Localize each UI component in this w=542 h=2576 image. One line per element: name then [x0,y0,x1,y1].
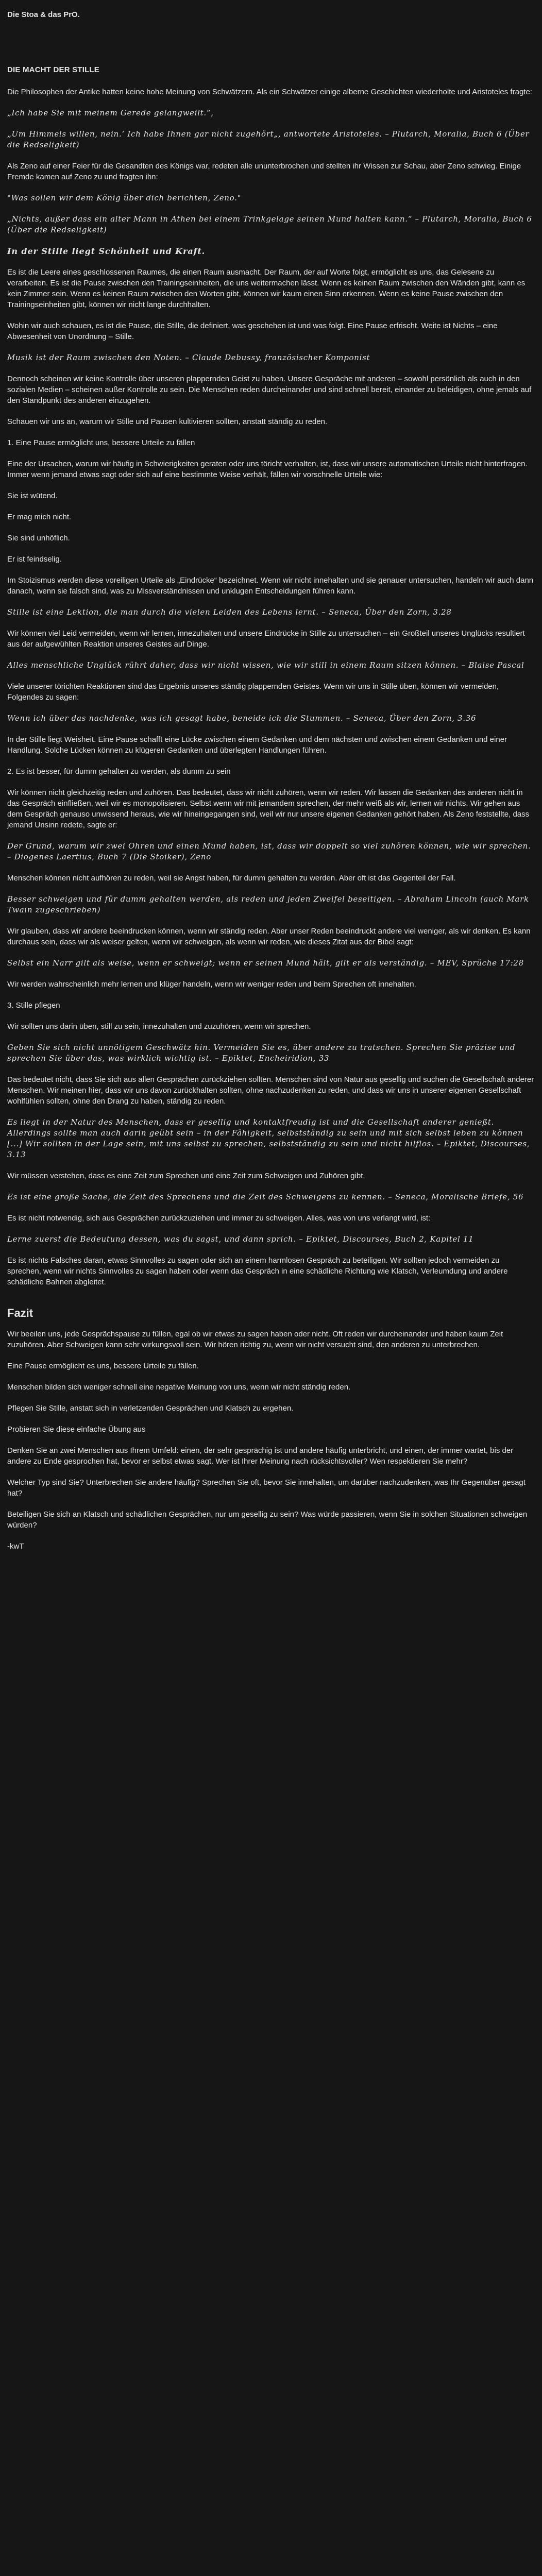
site-title: Die Stoa & das PrO. [7,10,80,19]
quote: „Ich habe Sie mit meinem Gerede gelangweilt.“, [7,108,214,117]
paragraph: Er ist feindselig. [7,555,62,564]
paragraph: Er mag mich nicht. [7,513,72,521]
paragraph: Wir glauben, dass wir andere beeindrucken können, wenn wir ständig reden. Aber unser Reden beeindruckt andere viel weniger, als wir denken. Es kann durchaus sein, dass wir als weiser gelten, wenn wir schweigen, als wenn wir reden, wie dieses Zitat aus der Bibel sagt: [7,927,531,946]
paragraph: Schauen wir uns an, warum wir Stille und Pausen kultivieren sollten, anstatt ständig zu reden. [7,417,328,426]
quote: Alles menschliche Unglück rührt daher, dass wir nicht wissen, wie wir still in einem Raum sitzen können. – Blaise Pascal [7,660,524,670]
paragraph: Als Zeno auf einer Feier für die Gesandten des Königs war, redeten alle ununterbrochen und stellten ihr Wissen zur Schau, aber Zeno schwieg. Einige Fremde kamen auf Zeno zu und fragten ihn: [7,162,521,181]
paragraph: Sie ist wütend. [7,492,58,500]
quote: Selbst ein Narr gilt als weise, wenn er schweigt; wenn er seinen Mund hält, gilt er als verständig. – MEV, Sprüche 17:28 [7,958,524,968]
conclusion-section [7,1329,535,1552]
paragraph: Probieren Sie diese einfache Übung aus [7,1425,146,1434]
paragraph: Es ist nichts Falsches daran, etwas Sinnvolles zu sagen oder sich an einem harmlosen Gespräch zu beteiligen. Wir sollten jedoch vermeiden zu sprechen, wenn wir nichts Sinnvolles zu sagen haben oder wenn das Gespräch in eine schädliche Richtung wie Klatsch, Verleumdung und andere schädliche Bahnen abgleitet. [7,1256,508,1286]
paragraph: Wir können nicht gleichzeitig reden und zuhören. Das bedeutet, dass wir nicht zuhören, wenn wir reden. Wir lassen die Gedanken des anderen nicht in das Gespräch einfließen, weil wir es monopolisieren. Selbst wenn wir mit jemandem sprechen, der mehr weiß als wir, lernen wir nichts. Wir gehen aus dem Gespräch genauso unwissend heraus, wie wir hineingegangen sind, weil wir nur unsere eigenen Gedanken gehört haben. Als Zeno feststellte, dass jemand Unsinn redete, sagte er: [7,788,530,829]
quote: Stille ist eine Lektion, die man durch die vielen Leiden des Lebens lernt. – Seneca, Über den Zorn, 3.28 [7,607,452,617]
paragraph: Wir müssen verstehen, dass es eine Zeit zum Sprechen und eine Zeit zum Schweigen und Zuhören gibt. [7,1172,365,1180]
paragraph: Beteiligen Sie sich an Klatsch und schädlichen Gesprächen, nur um gesellig zu sein? Was würde passieren, wenn Sie in solchen Situationen schweigen würden? [7,1510,528,1530]
paragraph: Wir beeilen uns, jede Gesprächspause zu füllen, egal ob wir etwas zu sagen haben oder nicht. Oft reden wir durcheinander und haben kaum Zeit zuzuhören. Aber Schweigen kann sehr wirkungsvoll sein. Wir hören richtig zu, wenn wir nicht versucht sind, den anderen zu unterbrechen. [7,1330,503,1349]
quote: Musik ist der Raum zwischen den Noten. – Claude Debussy, französischer Komponist [7,353,370,362]
paragraph: Viele unserer törichten Reaktionen sind das Ergebnis unseres ständig plappernden Geistes. Wenn wir uns in Stille üben, können wir vermeiden, Folgendes zu sagen: [7,682,499,702]
paragraph: Die Philosophen der Antike hatten keine hohe Meinung von Schwätzern. Als ein Schwätzer einige alberne Geschichten wiederholte und Aristoteles fragte: [7,88,532,96]
quote: „Nichts, außer dass ein alter Mann in Athen bei einem Trinkgelage seinen Mund halten kann.“ – Plutarch, Moralia, Buch 6 (Über die Redseligkeit) [7,214,532,234]
paragraph: Das bedeutet nicht, dass Sie sich aus allen Gesprächen zurückziehen sollten. Menschen sind von Natur aus gesellig und suchen die Gesellschaft anderer Menschen. Wir meinen hier, dass wir uns davon zurückhalten sollten, ohne nachzudenken zu reden, und dass wir uns in unserer eigenen Gesellschaft wohlfühlen sollten, ohne den Drang zu haben, ständig zu reden. [7,1075,534,1106]
quote: „Um Himmels willen, nein.‘ Ich habe Ihnen gar nicht zugehört„‚ antwortete Aristoteles. – Plutarch, Moralia, Buch 6 (Über die Redseligkeit) [7,129,530,149]
section-heading-fazit: Fazit [7,1307,33,1319]
paragraph: Wir können viel Leid vermeiden, wenn wir lernen, innezuhalten und unsere Eindrücke in Stille zu untersuchen – ein Großteil unseres Unglücks resultiert aus der aufgewühlten Reaktion unseres Geistes auf Dinge. [7,629,525,649]
paragraph: Denken Sie an zwei Menschen aus Ihrem Umfeld: einen, der sehr gesprächig ist und andere häufig unterbricht, und einen, der immer wartet, bis der andere zu Ende gesprochen hat, bevor er selbst etwas sagt. Wer ist Ihrer Meinung nach rücksichtsvoller? Wen respektieren Sie mehr? [7,1446,514,1466]
paragraph: 3. Stille pflegen [7,1001,60,1010]
quote: In der Stille liegt Schönheit und Kraft. [7,246,206,256]
paragraph: Es ist nicht notwendig, sich aus Gesprächen zurückzuziehen und immer zu schweigen. Alles, was von uns verlangt wird, ist: [7,1214,431,1223]
paragraph: Eine Pause ermöglicht es uns, bessere Urteile zu fällen. [7,1362,199,1370]
quote: Es ist eine große Sache, die Zeit des Sprechens und die Zeit des Schweigens zu kennen. – Seneca, Moralische Briefe, 56 [7,1192,524,1201]
paragraph: Welcher Typ sind Sie? Unterbrechen Sie andere häufig? Sprechen Sie oft, bevor Sie innehalten, um darüber nachzudenken, was Ihr Gegenüber gesagt hat? [7,1478,526,1498]
paragraph: Menschen können nicht aufhören zu reden, weil sie Angst haben, für dumm gehalten zu werden. Aber oft ist das Gegenteil der Fall. [7,874,456,883]
quote: Geben Sie sich nicht unnötigem Geschwätz hin. Vermeiden Sie es, über andere zu tratschen. Sprechen Sie präzise und sprechen Sie über das, was wirklich wichtig ist. – Epiktet, Encheiridion, 33 [7,1043,516,1063]
article [0,9,542,1552]
paragraph: 2. Es ist besser, für dumm gehalten zu werden, als dumm zu sein [7,767,231,776]
paragraph: Wir werden wahrscheinlich mehr lernen und klüger handeln, wenn wir weniger reden und beim Sprechen oft innehalten. [7,980,416,989]
paragraph: Sie sind unhöflich. [7,534,70,543]
article-title: DIE MACHT DER STILLE [7,65,99,74]
article-body [7,87,535,1287]
paragraph: In der Stille liegt Weisheit. Eine Pause schafft eine Lücke zwischen einem Gedanken und dem nächsten und zwischen einem Gedanken und einer Handlung. Solche Lücken können zu klügeren Gedanken und überlegten Handlungen führen. [7,735,507,755]
quote: Wenn ich über das nachdenke, was ich gesagt habe, beneide ich die Stummen. – Seneca, Über den Zorn, 3.36 [7,714,477,723]
paragraph: Menschen bilden sich weniger schnell eine negative Meinung von uns, wenn wir nicht ständig reden. [7,1383,351,1392]
quote: Der Grund, warum wir zwei Ohren und einen Mund haben, ist, dass wir doppelt so viel zuhören können, wie wir sprechen. – Diogenes Laertius, Buch 7 (Die Stoiker), Zeno [7,841,531,861]
quote: Lerne zuerst die Bedeutung dessen, was du sagst, und dann sprich. – Epiktet, Discourses, Buch 2, Kapitel 11 [7,1234,474,1244]
paragraph: Es ist die Leere eines geschlossenen Raumes, die einen Raum ausmacht. Der Raum, der auf Worte folgt, ermöglicht es uns, das Gelesene zu verarbeiten. Es ist die Pause zwischen den Trainingseinheiten, die uns weitermachen lässt. Wenn es keinen Raum zwischen den Wänden gibt, kann es kein Zimmer sein. Wenn es keinen Raum zwischen den Worten gibt, können wir kaum einen Sinn erkennen. Wenn es keine Pause zwischen den Trainingseinheiten gibt, können wir nicht lange durchhalten. [7,268,526,309]
paragraph: 1. Eine Pause ermöglicht uns, bessere Urteile zu fällen [7,438,195,447]
quote: Besser schweigen und für dumm gehalten werden, als reden und jeden Zweifel beseitigen. – Abraham Lincoln (auch Mark Twain zugeschrieben) [7,894,529,914]
paragraph: Im Stoizismus werden diese voreiligen Urteile als „Eindrücke“ bezeichnet. Wenn wir nicht innehalten und sie genauer untersuchen, handeln wir auch dann danach, wenn sie falsch sind, was zu Missverständnissen und unklugen Entscheidungen führen kann. [7,576,534,596]
paragraph: Eine der Ursachen, warum wir häufig in Schwierigkeiten geraten oder uns töricht verhalten, ist, dass wir unsere automatischen Urteile nicht hinterfragen. Immer wenn jemand etwas sagt oder sich auf eine bestimmte Weise verhält, fällen wir vorschnelle Urteile wie: [7,460,528,479]
paragraph: Wir sollten uns darin üben, still zu sein, innezuhalten und zuzuhören, wenn wir sprechen. [7,1022,311,1031]
paragraph: Wohin wir auch schauen, es ist die Pause, die Stille, die definiert, was geschehen ist und was folgt. Eine Pause erfrischt. Weite ist Nichts – eine Abwesenheit von Unordnung – Stille. [7,321,498,341]
author-signature: -kwT [7,1542,24,1551]
quote: "Was sollen wir dem König über dich berichten, Zeno." [7,193,242,202]
quote: Es liegt in der Natur des Menschen, dass er gesellig und kontaktfreudig ist und die Gesellschaft anderer genießt. Allerdings sollte man auch darin geübt sein – in der Fähigkeit, selbstständig zu sein und mit sich selbst leben zu können [...] Wir sollten in der Lage sein, mit uns selbst zu sprechen, selbstständig zu sein und nicht hilflos. – Epiktet, Discourses, 3.13 [7,1117,530,1159]
paragraph: Dennoch scheinen wir keine Kontrolle über unseren plappernden Geist zu haben. Unsere Gespräche mit anderen – sowohl persönlich als auch in den sozialen Medien – scheinen außer Kontrolle zu sein. Die Menschen reden durcheinander und sind schnell bereit, einander zu beleidigen, ohne jemals auf den Standpunkt des anderen einzugehen. [7,375,532,405]
paragraph: Pflegen Sie Stille, anstatt sich in verletzenden Gesprächen und Klatsch zu ergehen. [7,1404,294,1413]
